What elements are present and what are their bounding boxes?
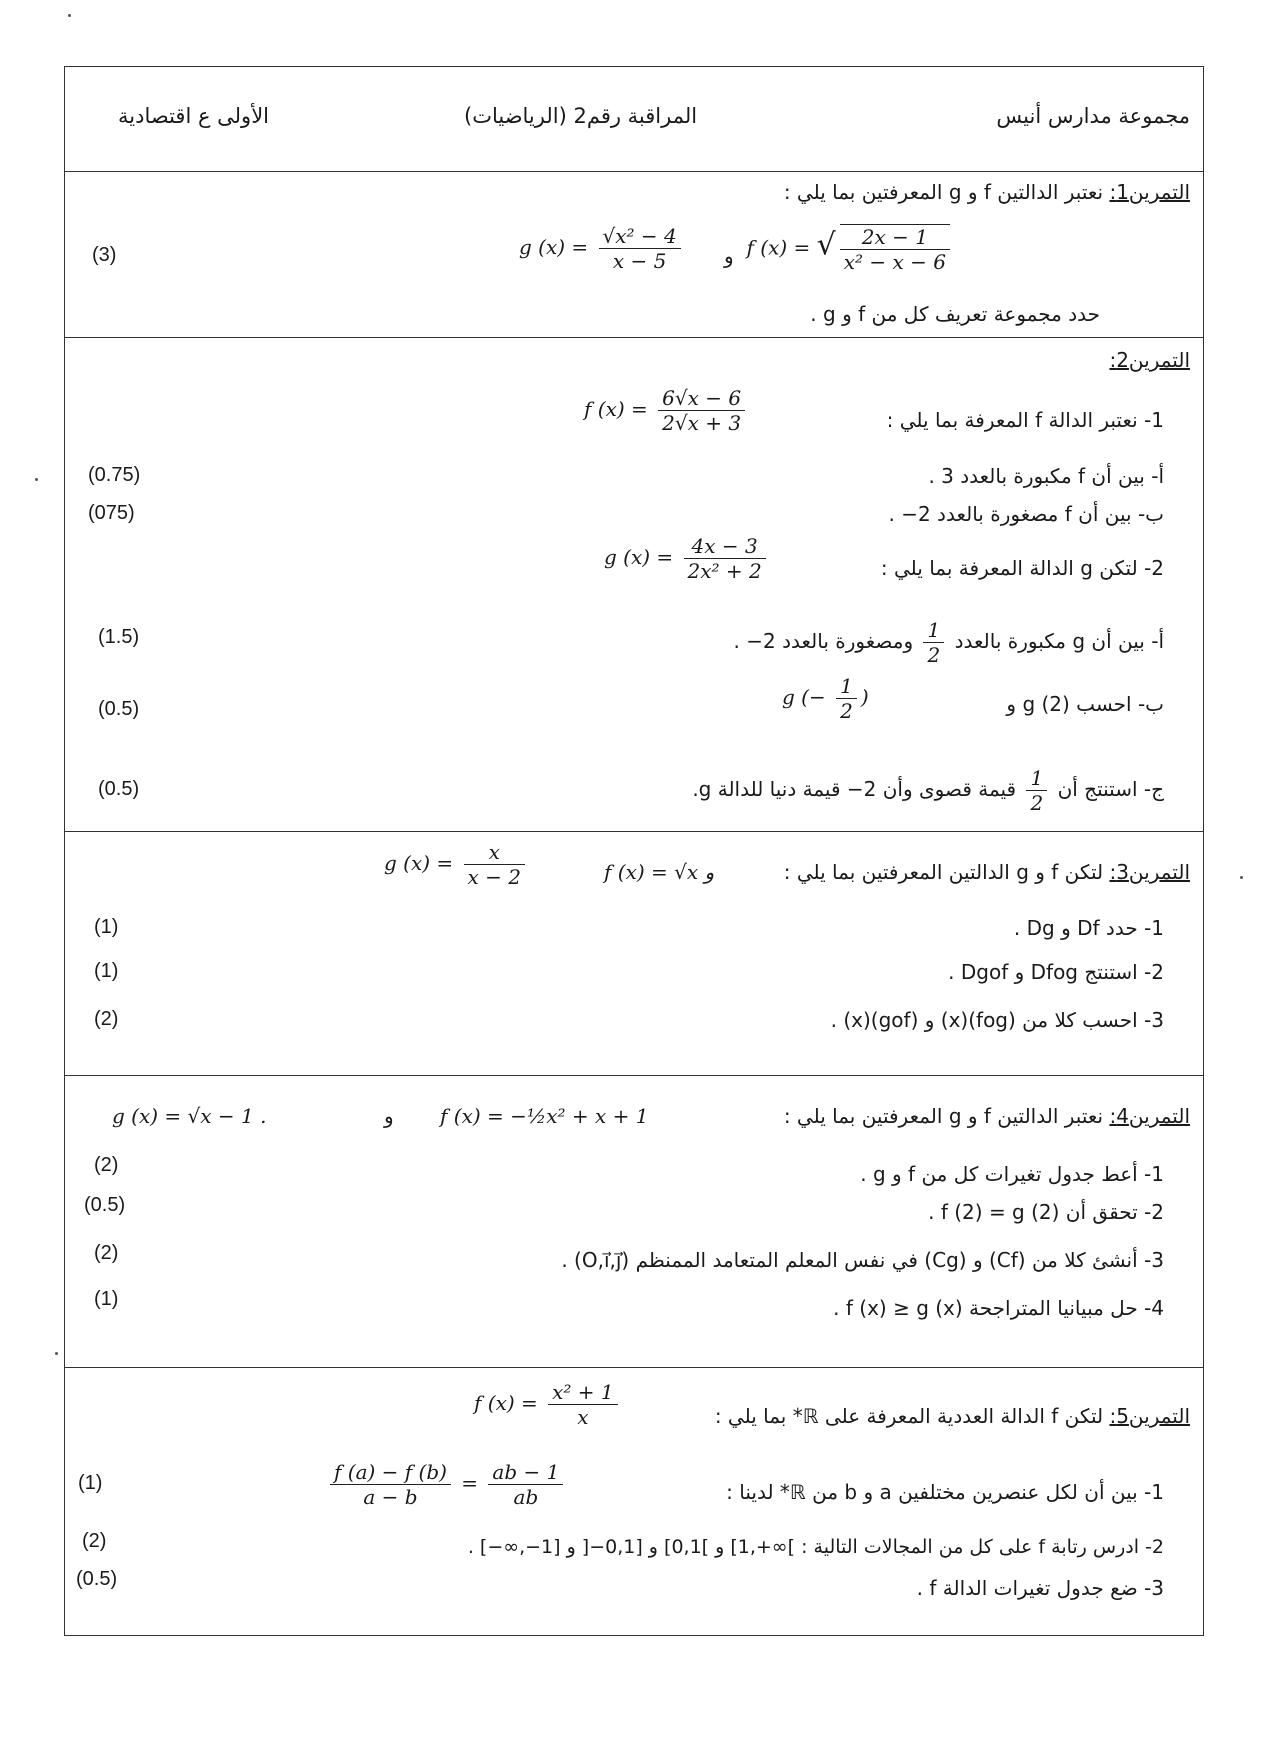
ex2-points-2a: (1.5) bbox=[98, 626, 140, 648]
ex5-points-1: (1) bbox=[78, 1472, 103, 1494]
exercise-2-title: التمرين2: bbox=[1109, 348, 1190, 372]
ex4-points-1: (2) bbox=[94, 1154, 119, 1176]
ex1-g-lhs: g (x) = bbox=[519, 235, 589, 259]
scan-speck bbox=[1240, 876, 1243, 879]
ex2-f-den: 2√x + 3 bbox=[662, 411, 742, 435]
ex2-points-2b: (0.5) bbox=[98, 698, 140, 720]
exercise-4-intro: نعتبر الدالتين f و g المعرفتين بما يلي : bbox=[783, 1104, 1104, 1128]
ex5-q1: 1- بين أن لكل عنصرين مختلفين a و b من ℝ* لدينا : bbox=[726, 1480, 1164, 1504]
exercise-5: التمرين5: لتكن f الدالة العددية المعرفة على ℝ* بما يلي : f (x) = $\frac{\text{x² + 1}}{x}$ 1- بين أن لكل عنصرين مختلفين a و b من ℝ* لدينا : $\frac{f (a) - f (b)}{a - b}$ = $\frac{ab - 1}{ab}$ (1) 2- ادرس رتابة f على كل من المجالات التالية : ]∞+,1] و ]0,1] و [0,1−[ و [1−,∞−] . (2) 3- ضع جدول تغيرات الدالة f . (0.5) bbox=[76, 1380, 1190, 1600]
scan-speck bbox=[35, 478, 38, 481]
ex1-f-num: 2x − 1 bbox=[840, 225, 950, 250]
scan-speck bbox=[68, 14, 71, 17]
ex5-q2: 2- ادرس رتابة f على كل من المجالات التالية : ]∞+,1] و ]0,1] و [0,1−[ و [1−,∞−] . bbox=[467, 1536, 1164, 1558]
ex4-q3: 3- أنشئ كلا من (Cf) و (Cg) في نفس المعلم المتعامد الممنظم (O,i⃗,j⃗) . bbox=[561, 1248, 1164, 1272]
exercise-5-title: التمرين5: bbox=[1109, 1404, 1190, 1428]
exercise-4 bbox=[64, 1076, 1204, 1368]
ex4-f-def: f (x) = −½x² + x + 1 bbox=[440, 1104, 649, 1128]
ex5-q1-num1: f (a) − f (b) bbox=[330, 1460, 451, 1485]
ex3-g-num: x bbox=[464, 840, 525, 865]
ex5-points-3: (0.5) bbox=[76, 1568, 118, 1590]
exercise-4-title: التمرين4: bbox=[1109, 1104, 1190, 1128]
exercise-3 bbox=[64, 832, 1204, 1076]
ex2-q2a: أ- بين أن g مكبورة بالعدد bbox=[954, 629, 1164, 653]
class-level: الأولى ع اقتصادية bbox=[118, 104, 270, 128]
ex4-points-2: (0.5) bbox=[84, 1194, 126, 1216]
ex3-points-2: (1) bbox=[94, 960, 119, 982]
ex1-f-lhs: f (x) = bbox=[746, 235, 811, 260]
ex4-q4: 4- حل مبيانيا المتراجحة f (x) ≥ g (x) . bbox=[833, 1296, 1164, 1320]
ex1-points: (3) bbox=[92, 244, 117, 266]
ex2-q2b-expr: g (− bbox=[782, 685, 826, 709]
ex5-points-2: (2) bbox=[82, 1530, 107, 1552]
ex2-q2b-half-den: 2 bbox=[840, 699, 853, 723]
ex4-points-3: (2) bbox=[94, 1242, 119, 1264]
ex5-q1-den2: ab bbox=[513, 1485, 539, 1509]
exercise-1-intro: نعتبر الدالتين f و g المعرفتين بما يلي : bbox=[783, 180, 1104, 204]
ex1-g-den: x − 5 bbox=[612, 249, 667, 273]
exercise-2: التمرين2: 1- نعتبر الدالة f المعرفة بما يلي : f (x) = $\frac{6√x - 6}{2√x + 3}$ أ- بين أن f مكبورة بالعدد 3 . (0.75) ب- بين أن f مصغورة بالعدد 2− . (075) 2- لتكن g الدالة المعرفة بما يلي : g (x) = $\frac{4x - 3}{\text{2x² + 2}}$ أ- بين أن g مكبورة بالعدد $\frac{1}{2}$ ومصغورة بالعدد 2− . (1.5) ب- احسب g (2) و g (− $\frac{1}{2}$ ) (0.5) ج- استنتج أن $\frac{1}{2}$ قيمة قصوى وأن 2− قيمة دنيا للدالة g. (0.5) bbox=[64, 338, 1204, 832]
ex2-q2c-end: قيمة قصوى وأن 2− قيمة دنيا للدالة g. bbox=[692, 777, 1017, 801]
ex3-points-1: (1) bbox=[94, 916, 119, 938]
ex5-q3: 3- ضع جدول تغيرات الدالة f . bbox=[916, 1576, 1164, 1600]
exercise-3-title: التمرين3: bbox=[1109, 860, 1190, 884]
ex4-q1: 1- أعط جدول تغيرات كل من f و g . bbox=[860, 1162, 1164, 1186]
ex3-points-3: (2) bbox=[94, 1008, 119, 1030]
exercise-5-intro: لتكن f الدالة العددية المعرفة على ℝ* بما يلي : bbox=[714, 1404, 1104, 1428]
ex5-q1-den1: a − b bbox=[363, 1485, 418, 1509]
ex2-q1: 1- نعتبر الدالة f المعرفة بما يلي : bbox=[886, 408, 1164, 432]
ex2-g-den: 2x² + 2 bbox=[687, 559, 762, 583]
ex2-q2b-half-num: 1 bbox=[836, 674, 857, 699]
ex5-q1-num2: ab − 1 bbox=[488, 1460, 563, 1485]
ex2-q2c-half-num: 1 bbox=[1026, 766, 1047, 791]
ex3-f-def: f (x) = √x و bbox=[604, 860, 715, 884]
ex1-question: حدد مجموعة تعريف كل من f و g . bbox=[810, 302, 1100, 326]
ex2-q1b: ب- بين أن f مصغورة بالعدد 2− . bbox=[888, 502, 1164, 526]
exercise-3-intro: لتكن f و g الدالتين المعرفتين بما يلي : bbox=[783, 860, 1104, 884]
ex5-f-num: x² + 1 bbox=[548, 1380, 618, 1405]
exam-header bbox=[64, 66, 1204, 172]
ex2-points-1a: (0.75) bbox=[88, 464, 141, 486]
ex5-f-den: x bbox=[577, 1405, 589, 1429]
ex2-q1a: أ- بين أن f مكبورة بالعدد 3 . bbox=[928, 464, 1164, 488]
scan-speck bbox=[55, 1352, 58, 1355]
ex4-q2: 2- تحقق أن f (2) = g (2) . bbox=[928, 1200, 1164, 1224]
ex2-f-lhs: f (x) = bbox=[584, 397, 648, 421]
exam-title: المراقبة رقم2 (الرياضيات) bbox=[464, 104, 698, 128]
ex2-q2b: ب- احسب g (2) و bbox=[1006, 692, 1164, 716]
ex2-q2a-half-den: 2 bbox=[927, 643, 941, 667]
ex1-g-num: √x² − 4 bbox=[599, 224, 681, 249]
ex3-q3: 3- احسب كلا من (fog)(x) و (gof)(x) . bbox=[830, 1008, 1164, 1032]
ex2-q2c: ج- استنتج أن bbox=[1057, 777, 1164, 801]
exercise-1: التمرين1: نعتبر الدالتين f و g المعرفتين بما يلي : f (x) = √ $\frac{2x - 1}{\text{x² − x − 6}}$ و g (x) = $\frac{\text{√x² − 4}}{x - 5}$ (3) حدد مجموعة تعريف كل من f و g . bbox=[64, 172, 1204, 338]
ex2-q2: 2- لتكن g الدالة المعرفة بما يلي : bbox=[880, 556, 1164, 580]
ex3-q1: 1- حدد Df و Dg . bbox=[1013, 916, 1164, 940]
ex2-points-1b: (075) bbox=[88, 502, 135, 524]
exercise-1-title: التمرين1: bbox=[1109, 180, 1190, 204]
ex4-and: و bbox=[384, 1104, 394, 1128]
ex2-points-2c: (0.5) bbox=[98, 778, 140, 800]
ex3-g-den: x − 2 bbox=[467, 865, 522, 889]
ex2-q2a-half-num: 1 bbox=[923, 618, 944, 643]
ex2-f-num: 6√x − 6 bbox=[658, 386, 745, 411]
ex4-points-4: (1) bbox=[94, 1288, 119, 1310]
ex2-q2a-end: ومصغورة بالعدد 2− . bbox=[733, 629, 914, 653]
ex1-and: و bbox=[724, 244, 734, 268]
ex4-g-def: g (x) = √x − 1 . bbox=[112, 1104, 267, 1128]
ex3-q2: 2- استنتج Dfog و Dgof . bbox=[948, 960, 1164, 984]
ex2-q2c-half-den: 2 bbox=[1030, 791, 1044, 815]
ex1-f-den: x² − x − 6 bbox=[843, 250, 946, 274]
ex2-g-lhs: g (x) = bbox=[604, 545, 674, 569]
ex2-g-num: 4x − 3 bbox=[684, 534, 766, 559]
ex5-f-lhs: f (x) = bbox=[474, 1391, 538, 1415]
school-name: مجموعة مدارس أنيس bbox=[996, 104, 1190, 128]
ex3-g-lhs: g (x) = bbox=[384, 851, 454, 875]
